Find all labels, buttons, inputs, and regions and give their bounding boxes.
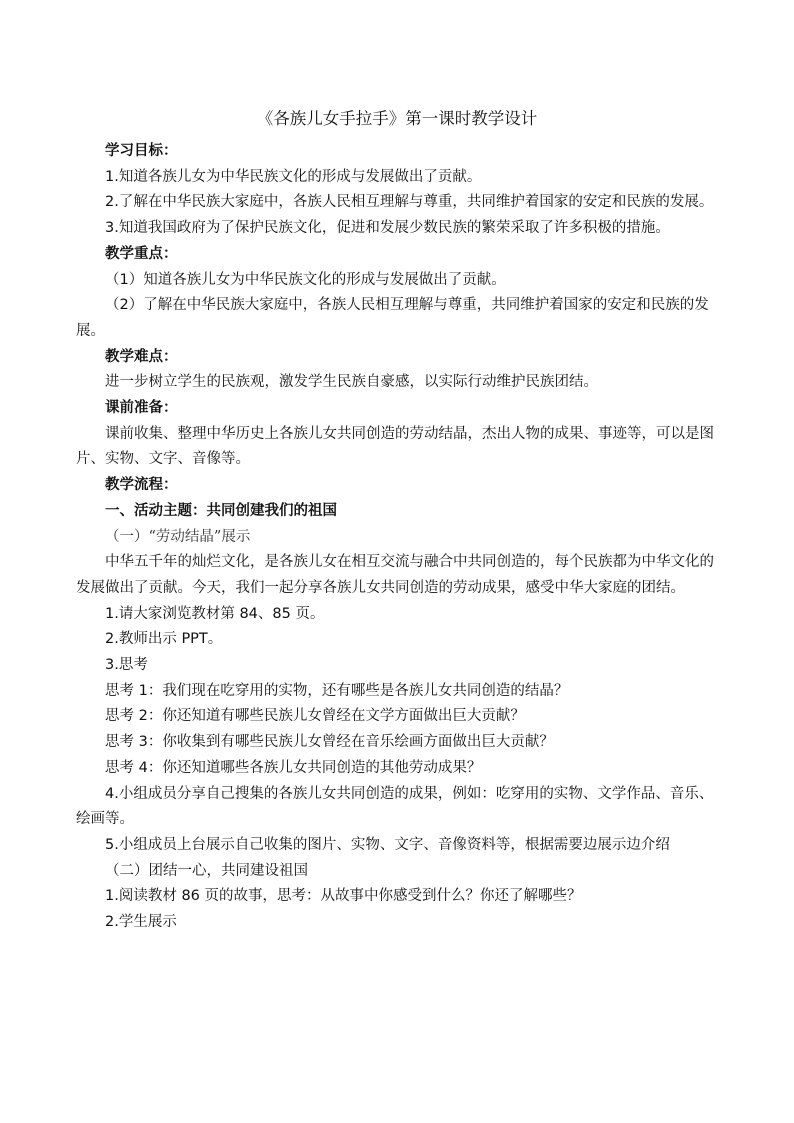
paragraph-step-4: 4.小组成员分享自己搜集的各族儿女共同创造的成果，例如：吃穿用的实物、文学作品、音乐、绘画等。 [76, 785, 714, 828]
paragraph-difficulty: 进一步树立学生的民族观，激发学生民族自豪感，以实际行动维护民族团结。 [105, 374, 598, 391]
paragraph-unity-step-2: 2.学生展示 [105, 914, 177, 931]
section-heading-key-points: 教学重点： [105, 245, 178, 262]
paragraph-goal-1: 1.知道各族儿女为中华民族文化的形成与发展做出了贡献。 [105, 168, 482, 185]
section-heading-learning-goals: 学习目标： [105, 143, 178, 159]
paragraph-step-5: 5.小组成员上台展示自己收集的图片、实物、文字、音像资料等，根据需要边展示边介绍 [105, 836, 670, 853]
paragraph-key-point-1: （1）知道各族儿女为中华民族文化的形成与发展做出了贡献。 [105, 271, 506, 288]
subsection-heading-labor-showcase: （一）“劳动结晶”展示 [105, 528, 251, 545]
paragraph-question-1: 思考 1：我们现在吃穿用的实物，还有哪些是各族儿女共同创造的结晶？ [105, 682, 569, 699]
paragraph-question-2: 思考 2：你还知道有哪些民族儿女曾经在文学方面做出巨大贡献？ [105, 708, 525, 725]
document-body [76, 139, 718, 936]
paragraph-question-4: 思考 4：你还知道哪些各族儿女共同创造的其他劳动成果？ [105, 759, 482, 776]
paragraph-key-point-2: （2）了解在中华民族大家庭中，各族人民相互理解与尊重，共同维护着国家的安定和民族的发展。 [76, 297, 709, 339]
section-heading-difficulties: 教学难点： [105, 348, 178, 365]
paragraph-goal-3: 3.知道我国政府为了保护民族文化，促进和发展少数民族的繁荣采取了许多积极的措施。 [105, 220, 670, 237]
paragraph-step-1: 1.请大家浏览教材第 84、85 页。 [105, 605, 325, 622]
section-heading-teaching-process: 教学流程： [105, 477, 178, 494]
paragraph-unity-step-1: 1.阅读教材 86 页的故事，思考：从故事中你感受到什么？你还了解哪些？ [105, 888, 582, 905]
subsection-heading-unity: （二）团结一心，共同建设祖国 [105, 862, 308, 879]
activity-theme-heading: 一、活动主题：共同创建我们的祖国 [105, 502, 337, 519]
paragraph-step-3: 3.思考 [105, 657, 148, 674]
paragraph-question-3: 思考 3：你收集到有哪些民族儿女曾经在音乐绘画方面做出巨大贡献？ [105, 734, 554, 751]
paragraph-goal-2: 2.了解在中华民族大家庭中，各族人民相互理解与尊重，共同维护着国家的安定和民族的发展。 [105, 194, 714, 211]
paragraph-introduction: 中华五千年的灿烂文化，是各族儿女在相互交流与融合中共同创造的，每个民族都为中华文化的发展做出了贡献。今天，我们一起分享各族儿女共同创造的劳动成果，感受中华大家庭的团结。 [76, 554, 714, 596]
paragraph-preparation: 课前收集、整理中华历史上各族儿女共同创造的劳动结晶，杰出人物的成果、事迹等，可以是图片、实物、文字、音像等。 [76, 425, 714, 468]
paragraph-step-2: 2.教师出示 PPT。 [105, 631, 223, 648]
document-title: 《各族儿女手拉手》第一课时教学设计 [256, 109, 538, 128]
section-heading-preparation: 课前准备： [105, 400, 178, 417]
